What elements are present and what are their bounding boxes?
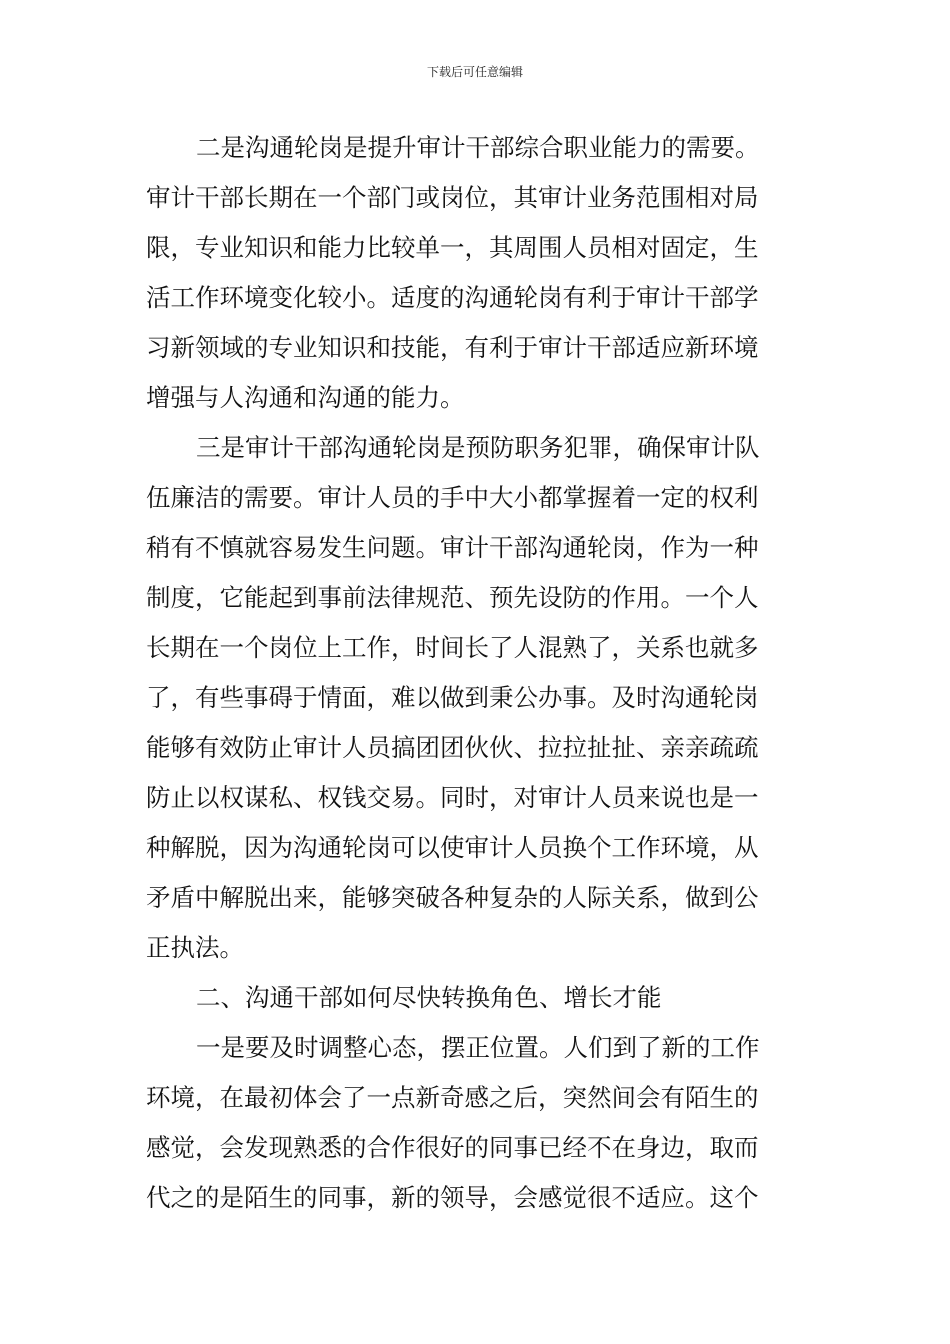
text-line: 正执法。 (146, 933, 244, 962)
text-line: 环境，在最初体会了一点新奇感之后，突然间会有陌生的 (146, 1083, 759, 1112)
text-line: 稍有不慎就容易发生问题。审计干部沟通轮岗，作为一种 (146, 533, 759, 562)
text-line: 种解脱，因为沟通轮岗可以使审计人员换个工作环境，从 (146, 833, 759, 862)
document-body (146, 123, 806, 1223)
text-line: 一是要及时调整心态，摆正位置。人们到了新的工作 (196, 1033, 760, 1062)
text-line: 活工作环境变化较小。适度的沟通轮岗有利于审计干部学 (146, 283, 759, 312)
text-line: 能够有效防止审计人员搞团团伙伙、拉拉扯扯、亲亲疏疏 (146, 733, 759, 762)
section-heading: 二、沟通干部如何尽快转换角色、增长才能 (196, 983, 662, 1012)
text-line: 制度，它能起到事前法律规范、预先设防的作用。一个人 (146, 583, 759, 612)
text-line: 矛盾中解脱出来，能够突破各种复杂的人际关系，做到公 (146, 883, 759, 912)
page-header: 下载后可任意编辑 (426, 65, 523, 79)
text-line: 了，有些事碍于情面，难以做到秉公办事。及时沟通轮岗 (146, 683, 759, 712)
text-line: 感觉，会发现熟悉的合作很好的同事已经不在身边，取而 (146, 1133, 759, 1162)
text-line: 代之的是陌生的同事，新的领导，会感觉很不适应。这个 (146, 1183, 759, 1212)
text-line: 增强与人沟通和沟通的能力。 (146, 383, 465, 412)
text-line: 限，专业知识和能力比较单一，其周围人员相对固定，生 (146, 233, 759, 262)
text-line: 三是审计干部沟通轮岗是预防职务犯罪，确保审计队 (196, 433, 760, 462)
text-line: 防止以权谋私、权钱交易。同时，对审计人员来说也是一 (146, 783, 759, 812)
text-line: 长期在一个岗位上工作，时间长了人混熟了，关系也就多 (146, 633, 759, 662)
text-line: 二是沟通轮岗是提升审计干部综合职业能力的需要。 (196, 133, 760, 162)
text-line: 伍廉洁的需要。审计人员的手中大小都掌握着一定的权利 (146, 483, 759, 512)
text-line: 习新领域的专业知识和技能，有利于审计干部适应新环境 (146, 333, 759, 362)
text-line: 审计干部长期在一个部门或岗位，其审计业务范围相对局 (146, 183, 759, 212)
